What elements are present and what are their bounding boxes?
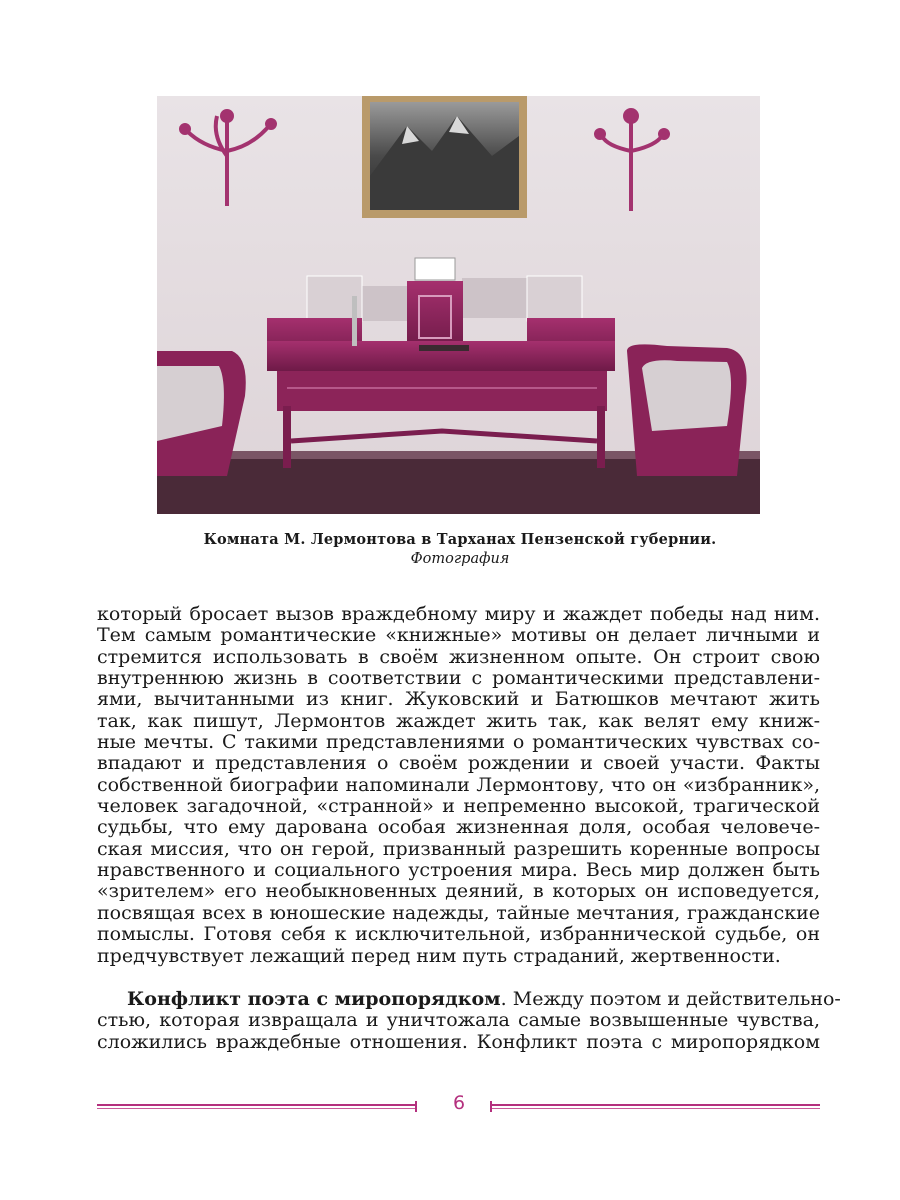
text-line: впадают и представления о своём рождении и своей участи. Факты bbox=[97, 752, 820, 775]
text-line: нравственного и социального устроения мира. Весь мир должен быть bbox=[97, 859, 820, 882]
text-line: ская миссия, что он герой, призванный разрешить коренные вопросы bbox=[97, 837, 820, 860]
text-line: ями, вычитанными из книг. Жуковский и Батюшков мечтают жить bbox=[97, 688, 820, 711]
text-line: внутреннюю жизнь в соответствии с романтическими представлени- bbox=[97, 667, 820, 690]
text-line: стью, которая извращала и уничтожала самые возвышенные чувства, bbox=[97, 1009, 820, 1032]
footer-rule-right bbox=[492, 1104, 820, 1106]
text-line: собственной биографии напоминали Лермонтову, что он «избранник», bbox=[97, 773, 820, 796]
room-illustration bbox=[157, 96, 760, 514]
room-photograph bbox=[157, 96, 760, 514]
text-line: предчувствует лежащий перед ним путь страданий, жертвенности. bbox=[97, 944, 781, 967]
body-text bbox=[97, 603, 841, 1053]
text-line: помыслы. Готовя себя к исключительной, избраннической судьбе, он bbox=[97, 923, 820, 946]
footer-rule-left bbox=[97, 1104, 415, 1106]
figure-caption-subtitle: Фотография bbox=[410, 551, 510, 567]
text-line: так, как пишут, Лермонтов жаждет жить так, как велят ему книж- bbox=[97, 709, 820, 732]
text-line: ные мечты. С такими представлениями о романтических чувствах со- bbox=[97, 731, 820, 754]
footer-tick-right bbox=[490, 1101, 492, 1112]
text-line: который бросает вызов враждебному миру и жаждет победы над ним. bbox=[97, 603, 820, 625]
text-line: судьбы, что ему дарована особая жизненная доля, особая человече- bbox=[97, 816, 820, 839]
text-fragment: . Между поэтом и действительно- bbox=[500, 987, 841, 1010]
section-heading: Конфликт поэта с миропорядком bbox=[127, 987, 501, 1010]
text-line: стремится использовать в своём жизненном опыте. Он строит свою bbox=[97, 645, 820, 668]
page-number: 6 bbox=[452, 1092, 466, 1114]
text-line: человек загадочной, «странной» и непременно высокой, трагической bbox=[97, 795, 820, 818]
text-line: сложились враждебные отношения. Конфликт поэта с миропорядком bbox=[97, 1030, 820, 1053]
section-heading-line bbox=[97, 987, 841, 1010]
text-line: Тем самым романтические «книжные» мотивы он делает личными и bbox=[97, 624, 820, 647]
text-line: «зрителем» его необыкновенных деяний, в которых он исповедуется, bbox=[97, 880, 820, 903]
text-line: посвящая всех в юношеские надежды, тайные мечтания, гражданские bbox=[97, 901, 820, 924]
right-armchair bbox=[627, 344, 747, 476]
figure-caption-title: Комната М. Лермонтова в Тарханах Пензенской губернии. bbox=[203, 531, 717, 548]
painting bbox=[362, 96, 527, 218]
footer-tick-left bbox=[415, 1101, 417, 1112]
page-footer bbox=[97, 1090, 820, 1126]
